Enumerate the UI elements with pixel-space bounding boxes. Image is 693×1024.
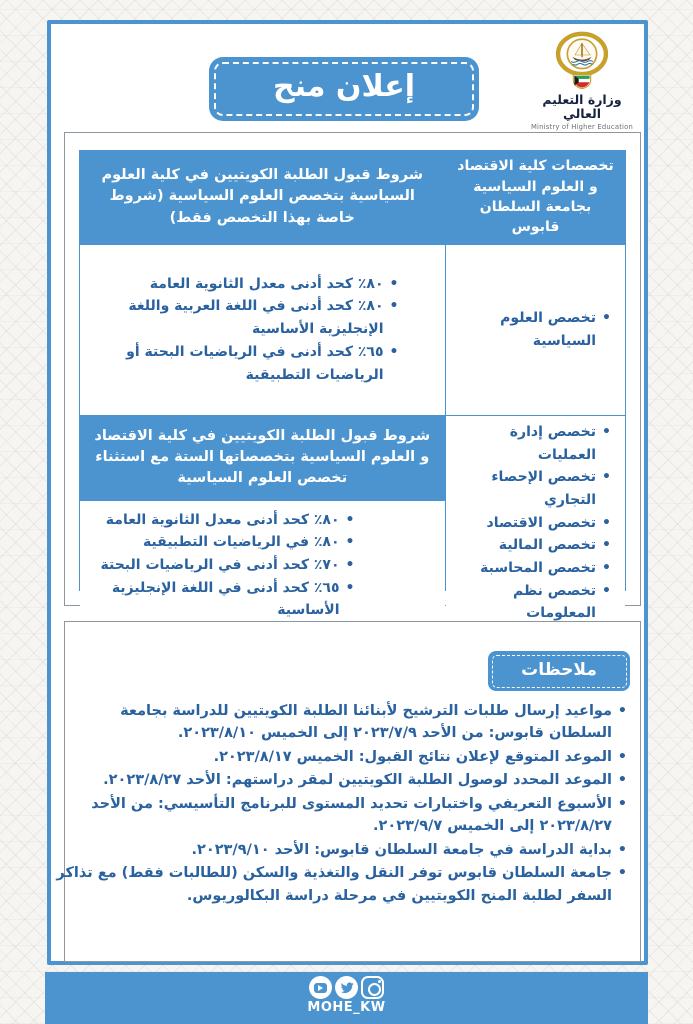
social-icons-row xyxy=(309,976,384,999)
instagram-icon[interactable] xyxy=(361,976,384,999)
major-item: • تخصص المالية xyxy=(460,534,611,557)
condition-item: • ٨٠٪ في الرياضيات التطبيقية xyxy=(94,531,355,554)
twitter-bird-glyph xyxy=(340,981,354,995)
note-item: • مواعيد إرسال طلبات الترشيح لأبنائنا الطلبة الكويتيين للدراسة بجامعة السلطان قابوس: من الأحد ٢٠٢٣/٧/٩ إلى الخميس ٢٠٢٣/٨/١٠. xyxy=(53,700,628,745)
announcement-card xyxy=(47,20,648,965)
conditions-cell-2 xyxy=(80,501,445,630)
condition-item: • ٨٠٪ كحد أدنى معدل الثانوية العامة xyxy=(94,509,355,532)
note-item: • جامعة السلطان قابوس توفر النقل والتغذية والسكن (للطالبات فقط) مع تذاكر السفر لطلبة المنح الكويتيين في مرحلة دراسة البكالوريوس. xyxy=(53,862,628,907)
majors-cell-six-majors xyxy=(446,416,625,630)
condition-item: • ٨٠٪ كحد أدنى في اللغة العربية واللغة الإنجليزية الأساسية xyxy=(94,295,399,340)
notes-list xyxy=(53,700,628,908)
conditions-header-1 xyxy=(80,151,445,243)
majors-column-header xyxy=(446,151,625,243)
conditions-header-1-text: شروط قبول الطلبة الكويتيين في كلية العلوم السياسية بتخصص العلوم السياسية (شروط خاصة بهذا التخصص فقط) xyxy=(101,167,424,226)
majors-cell-political-science xyxy=(446,245,625,415)
conditions-header-2-text: شروط قبول الطلبة الكويتيين في كلية الاقتصاد و العلوم السياسية بتخصصاتها الستة مع استثناء تخصص العلوم السياسية xyxy=(94,427,431,486)
ministry-name-arabic: وزارة التعليم العالي xyxy=(542,92,622,121)
note-item: • الأسبوع التعريفي واختبارات تحديد المستوى للبرنامج التأسيسي: من الأحد ٢٠٢٣/٨/٢٧ إلى الخميس ٢٠٢٣/٩/٧. xyxy=(53,793,628,838)
twitter-icon[interactable] xyxy=(335,976,358,999)
conditions-header-2 xyxy=(80,416,445,499)
notes-section xyxy=(56,621,641,962)
notes-badge-label: ملاحظات xyxy=(521,660,597,680)
kuwait-emblem-icon xyxy=(549,30,615,92)
note-item: • الموعد المحدد لوصول الطلبة الكويتيين لمقر دراستهم: الأحد ٢٠٢٣/٨/٢٧. xyxy=(53,769,628,791)
condition-item: • ٨٠٪ كحد أدنى معدل الثانوية العامة xyxy=(94,273,399,296)
announcement-title-badge xyxy=(209,57,479,121)
condition-item: • ٦٥٪ كحد أدنى في اللغة الإنجليزية الأساسية xyxy=(94,577,355,622)
major-item: • تخصص إدارة العمليات xyxy=(460,421,611,466)
social-handle: MOHE_KW xyxy=(307,1000,386,1015)
admissions-table xyxy=(79,150,626,622)
major-item: • تخصص الإحصاء التجاري xyxy=(460,466,611,511)
condition-item: • ٦٥٪ كحد أدنى في الرياضيات البحتة أو الرياضيات التطبيقية xyxy=(94,341,399,386)
major-item: • تخصص نظم المعلومات xyxy=(460,580,611,625)
major-item: • تخصص العلوم السياسية xyxy=(460,307,611,352)
footer-social-bar xyxy=(45,972,648,1024)
admissions-section xyxy=(64,132,641,622)
announcement-title: إعلان منح xyxy=(272,69,416,104)
condition-item: • ٧٠٪ كحد أدنى في الرياضيات البحتة xyxy=(94,554,355,577)
major-item: • تخصص المحاسبة xyxy=(460,557,611,580)
youtube-icon[interactable] xyxy=(309,976,332,999)
ministry-name-english: Ministry of Higher Education xyxy=(530,122,634,131)
youtube-play-glyph xyxy=(314,983,327,993)
ministry-logo xyxy=(526,30,638,131)
note-item: • الموعد المتوقع لإعلان نتائج القبول: الخميس ٢٠٢٣/٨/١٧. xyxy=(53,746,628,768)
notes-badge xyxy=(488,651,630,691)
major-item: • تخصص الاقتصاد xyxy=(460,512,611,535)
note-item: • بداية الدراسة في جامعة السلطان قابوس: الأحد ٢٠٢٣/٩/١٠. xyxy=(53,839,628,861)
majors-header-text: تخصصات كلية الاقتصاد و العلوم السياسية بجامعة السلطان قابوس xyxy=(457,158,614,236)
conditions-cell-1 xyxy=(80,245,445,415)
